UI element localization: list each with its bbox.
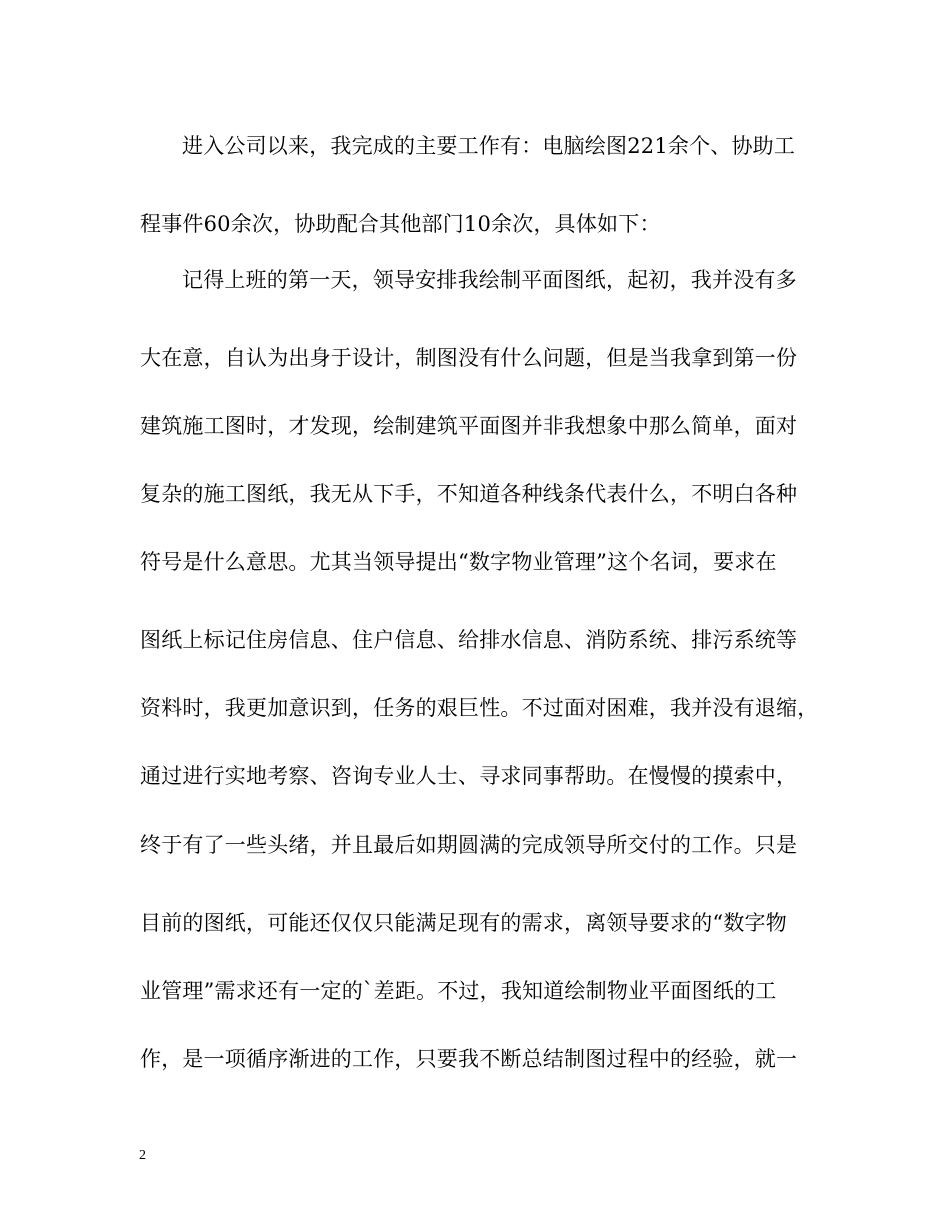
paragraph-2-line-4: 复杂的施工图纸，我无从下手，不知道各种线条代表什么，不明白各种	[140, 482, 798, 506]
paragraph-2-line-12: 作，是一项循序渐进的工作，只要我不断总结制图过程中的经验，就一	[140, 1047, 798, 1071]
paragraph-2-line-10: 目前的图纸，可能还仅仅只能满足现有的需求，离领导要求的“数字物	[140, 911, 787, 935]
paragraph-2-line-3: 建筑施工图时，才发现，绘制建筑平面图并非我想象中那么简单，面对	[140, 414, 798, 438]
paragraph-2-line-5: 符号是什么意思。尤其当领导提出“数字物业管理”这个名词，要求在	[140, 550, 777, 574]
paragraph-2-line-1: 记得上班的第一天，领导安排我绘制平面图纸，起初，我并没有多	[182, 268, 797, 292]
paragraph-2-line-9: 终于有了一些头绪，并且最后如期圆满的完成领导所交付的工作。只是	[140, 833, 798, 857]
paragraph-2-line-2: 大在意，自认为出身于设计，制图没有什么问题，但是当我拿到第一份	[140, 346, 798, 370]
paragraph-2-line-6: 图纸上标记住房信息、住户信息、给排水信息、消防系统、排污系统等	[140, 628, 798, 652]
paragraph-1-line-2: 程事件60余次，协助配合其他部门10余次，具体如下：	[140, 212, 661, 236]
paragraph-1-line-1: 进入公司以来，我完成的主要工作有：电脑绘图221余个、协助工	[182, 134, 796, 158]
page-number: 2	[139, 1148, 146, 1163]
paragraph-2-line-11: 业管理”需求还有一定的`差距。不过，我知道绘制物业平面图纸的工	[140, 979, 777, 1003]
paragraph-2-line-7: 资料时，我更加意识到，任务的艰巨性。不过面对困难，我并没有退缩，	[140, 696, 819, 720]
paragraph-2-line-8: 通过进行实地考察、咨询专业人士、寻求同事帮助。在慢慢的摸索中，	[140, 764, 798, 788]
